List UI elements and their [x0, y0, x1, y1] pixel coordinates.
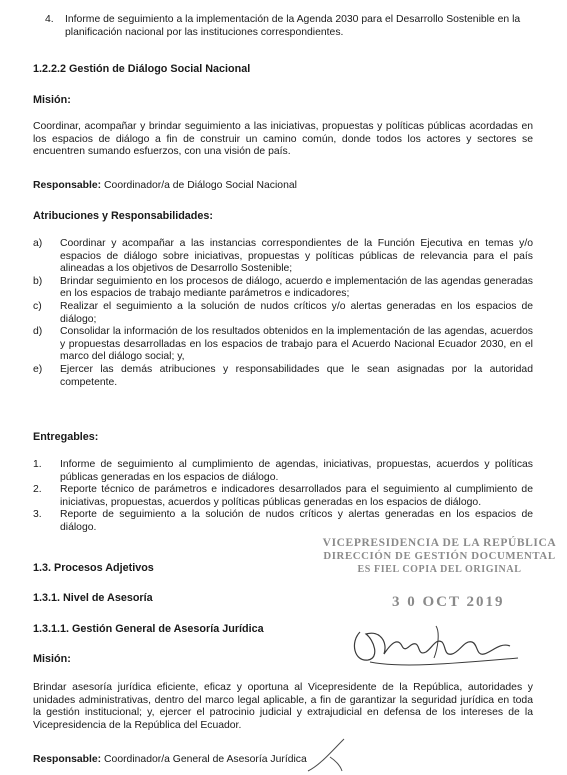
list-marker: b) [33, 275, 43, 287]
list-text: Reporte técnico de parámetros e indicadores desarrollados para el seguimiento al cumplimiento de iniciativas, propuestas, acuerdos y políticas públicas generadas en los espacios de diálogo. [60, 484, 533, 508]
list-item [33, 459, 533, 484]
list-marker: 2. [33, 484, 42, 496]
initial-mark [300, 735, 360, 775]
list-text: Brindar seguimiento en los procesos de diálogo, acuerdo e implementación de las agendas generadas en los espacios de trabajo mediante parámetros e indicadores; [60, 275, 533, 300]
list-marker: d) [33, 326, 43, 338]
list-marker: 1. [33, 459, 42, 470]
stamp-line-1: VICEPRESIDENCIA DE LA REPÚBLICA [322, 537, 557, 549]
responsable-line [33, 180, 533, 193]
mision-label: Misión: [33, 94, 71, 106]
list-marker: a) [33, 238, 43, 249]
responsable-label: Responsable: [33, 180, 102, 191]
mision-text: Brindar asesoría jurídica eficiente, eficaz y oportuna al Vicepresidente de la República, autoridades y unidades administrativas, dentro del marco legal aplicable, a fin de garantizar la seguridad jurídica en toda la gestión institucional; y, ejercer el patrocinio judicial y extrajudicial en defensa de los intereses de la Vicepresidencia de la República del Ecuador. [33, 682, 533, 731]
list-text: Consolidar la información de los resultados obtenidos en la implementación de las agendas, acuerdos y propuestas desarrolladas en los espacios de trabajo para el Acuerdo Nacional Ecuador 2030, en el marco del diálogo social; y, [60, 326, 533, 363]
list-marker: 4. [45, 14, 54, 25]
responsable-label: Responsable: [33, 754, 102, 765]
list-marker: c) [33, 300, 42, 312]
stamp-line-3: ES FIEL COPIA DEL ORIGINAL [357, 564, 522, 575]
list-marker: 3. [33, 509, 42, 521]
list-text: Realizar el seguimiento a la solución de nudos críticos y/o alertas generadas en los espacios de diálogo; [60, 300, 533, 325]
list-item [33, 326, 533, 364]
list-item [33, 484, 533, 509]
mision-label: Misión: [33, 653, 71, 665]
responsable-value: Coordinador/a de Diálogo Social Nacional [104, 180, 297, 191]
list-item [33, 364, 533, 389]
section-heading-13: 1.3. Procesos Adjetivos [33, 562, 154, 574]
section-heading-1222: 1.2.2.2 Gestión de Diálogo Social Nacional [33, 63, 251, 75]
list-item [33, 276, 533, 301]
entregables-list [33, 459, 533, 535]
list-text: Ejercer las demás atribuciones y responsabilidades que le sean asignadas por la autoridad competente. [60, 363, 533, 388]
deliverable-item-4 [33, 14, 533, 39]
list-item [33, 509, 533, 534]
list-text: Informe de seguimiento al cumplimiento de agendas, iniciativas, propuestas, acuerdos y políticas públicas generadas en los espacios de diálogo. [60, 459, 533, 483]
list-text: Informe de seguimiento a la implementación de la Agenda 2030 para el Desarrollo Sostenible en la planificación nacional por las instituciones correspondientes. [65, 14, 521, 38]
responsable-value: Coordinador/a General de Asesoría Jurídica [104, 754, 307, 765]
list-text: Reporte de seguimiento a la solución de nudos críticos y alertas generadas en los espacios de diálogo. [60, 509, 533, 533]
atribuciones-list [33, 238, 533, 389]
certification-stamp [312, 537, 567, 576]
signature [340, 612, 530, 672]
list-text: Coordinar y acompañar a las instancias correspondientes de la Función Ejecutiva en temas y/o espacios de diálogo sobre iniciativas, propuestas y políticas públicas de relevancia para el país alineadas a los objetivos de Desarrollo Sostenible; [60, 238, 533, 275]
section-heading-131: 1.3.1. Nivel de Asesoría [33, 592, 153, 604]
stamp-line-2: DIRECCIÓN DE GESTIÓN DOCUMENTAL [323, 550, 556, 562]
list-marker: e) [33, 363, 43, 375]
mision-text: Coordinar, acompañar y brindar seguimiento a las iniciativas, propuestas y políticas públicas acordadas en los espacios de diálogo a fin de construir un camino común, donde todos los actores y sectores se encuentren sumando esfuerzos, con una visión de país. [33, 121, 533, 158]
stamp-date: 3 0 OCT 2019 [392, 594, 505, 610]
list-item [33, 238, 533, 276]
atribuciones-label: Atribuciones y Responsabilidades: [33, 210, 213, 222]
list-item [33, 301, 533, 326]
entregables-label: Entregables: [33, 431, 99, 443]
responsable-line [33, 754, 533, 767]
section-heading-1311: 1.3.1.1. Gestión General de Asesoría Jurídica [33, 623, 264, 635]
